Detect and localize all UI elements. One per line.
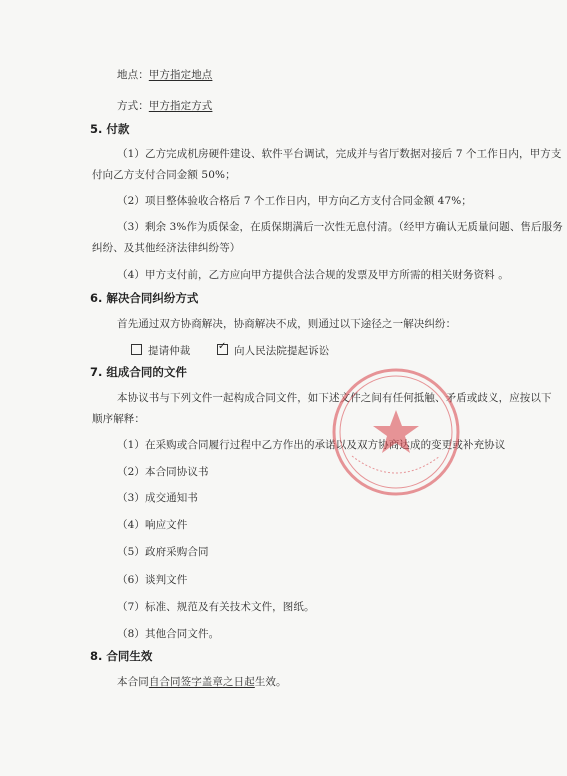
- effect-text: [117, 674, 287, 689]
- documents-heading: 7. 组成合同的文件: [90, 365, 187, 379]
- document-item: （2）本合同协议书: [117, 466, 209, 478]
- company-seal-stamp: [330, 366, 462, 498]
- dispute-intro: 首先通过双方协商解决，协商解决不成，则通过以下途径之一解决纠纷：: [117, 318, 457, 330]
- documents-intro-line-1: 本协议书与下列文件一起构成合同文件，如下述文件之间有任何抵触、矛盾或歧义，应按以下: [117, 392, 552, 404]
- location-line: [117, 67, 212, 82]
- effect-suffix: 生效。: [254, 676, 287, 688]
- dispute-option-court: [217, 343, 329, 358]
- payment-item-1-line-1: （1）乙方完成机房硬件建设、软件平台调试，完成并与省厅数据对接后 7 个工作日内，甲方支: [117, 148, 562, 160]
- seal-star-icon: [373, 410, 419, 453]
- payment-heading: 5. 付款: [90, 122, 130, 136]
- document-item: （5）政府采购合同: [117, 546, 209, 558]
- document-item: （6）谈判文件: [117, 574, 188, 586]
- payment-item-3-line-1: （3）剩余 3%作为质保金，在质保期满后一次性无息付清。（经甲方确认无质量问题、售后服务: [117, 221, 563, 233]
- location-value: 甲方指定地点: [148, 69, 213, 81]
- court-checkbox[interactable]: [217, 344, 228, 355]
- effect-underlined: 自合同签字盖章之日起: [148, 676, 255, 688]
- method-line: [117, 98, 212, 113]
- dispute-option-arbitration: [131, 343, 190, 358]
- document-item: （3）成交通知书: [117, 492, 198, 504]
- dispute-heading: 6. 解决合同纠纷方式: [90, 291, 199, 305]
- documents-intro-line-2: 顺序解释：: [92, 413, 145, 425]
- location-label: 地点：: [117, 69, 149, 81]
- effect-heading: 8. 合同生效: [90, 649, 153, 663]
- payment-item-4: （4）甲方支付前，乙方应向甲方提供合法合规的发票及甲方所需的相关财务资料 。: [117, 269, 509, 281]
- payment-item-3-line-2: 纠纷、及其他经济法律纠纷等）: [92, 242, 241, 254]
- document-item: （8）其他合同文件。: [117, 628, 220, 640]
- payment-item-2: （2）项目整体验收合格后 7 个工作日内，甲方向乙方支付合同金额 47%；: [117, 195, 472, 207]
- document-item: （1）在采购或合同履行过程中乙方作出的承诺以及双方协商达成的变更或补充协议: [117, 439, 506, 451]
- arbitration-checkbox[interactable]: [131, 344, 142, 355]
- payment-item-1-line-2: 付向乙方支付合同金额 50%；: [92, 169, 236, 181]
- document-item: （7）标准、规范及有关技术文件，图纸。: [117, 601, 315, 613]
- arbitration-label: 提请仲裁: [148, 345, 191, 357]
- method-value: 甲方指定方式: [148, 100, 213, 112]
- document-item: （4）响应文件: [117, 519, 188, 531]
- method-label: 方式：: [117, 100, 149, 112]
- effect-prefix: 本合同: [117, 676, 149, 688]
- court-label: 向人民法院提起诉讼: [234, 345, 330, 357]
